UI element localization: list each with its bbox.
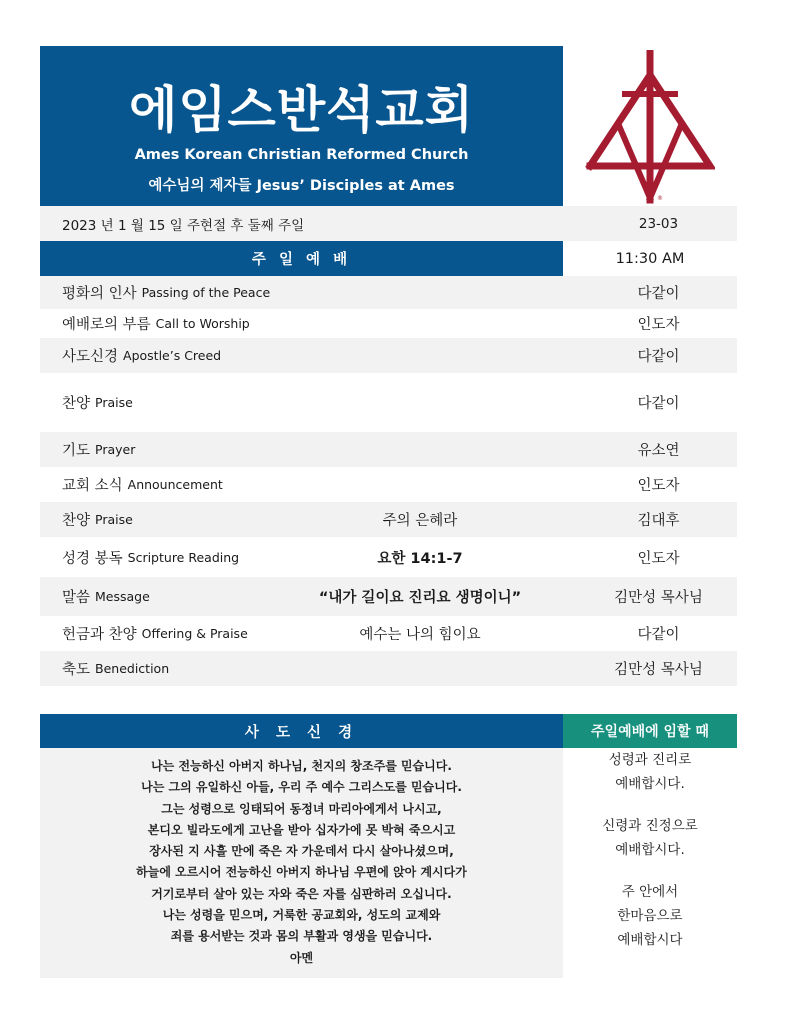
call-title: 주일예배에 임할 때: [591, 724, 709, 740]
order-row: [40, 373, 737, 432]
order-item-korean: 기도: [62, 443, 91, 459]
order-item-english: Apostle’s Creed: [123, 348, 222, 363]
order-item-leader: 인도자: [637, 550, 680, 567]
order-item-leader: 다같이: [637, 286, 680, 302]
order-item-korean: 헌금과 찬양: [62, 627, 137, 643]
call-line: 예배합시다: [617, 932, 683, 948]
creed-line: 나는 전능하신 아버지 하나님, 천지의 창조주를 믿습니다.: [151, 759, 452, 773]
order-item-leader: 인도자: [637, 317, 680, 333]
order-item-english: Call to Worship: [155, 316, 250, 331]
order-item-korean: 성경 봉독: [62, 550, 123, 567]
order-item-name: [62, 338, 221, 373]
order-item-korean: 평화의 인사: [62, 286, 137, 302]
church-header: [40, 46, 563, 206]
order-item-detail: [280, 651, 560, 686]
order-row: [40, 276, 737, 309]
order-item-detail: [280, 373, 560, 432]
order-item-name: [62, 309, 250, 338]
church-name: 에임스반석교회: [128, 81, 475, 139]
order-item-name: [62, 373, 133, 432]
order-item-name: [62, 276, 270, 309]
order-item-name: [62, 432, 135, 467]
call-line: 예배합시다.: [615, 776, 685, 792]
order-row: [40, 577, 737, 616]
order-item-detail: [280, 309, 560, 338]
order-item-english: Scripture Reading: [127, 549, 240, 565]
order-item-korean: 교회 소식: [62, 478, 123, 494]
order-item-leader: 다같이: [637, 627, 680, 643]
order-item-english: Praise: [95, 512, 133, 527]
order-row: [40, 432, 737, 467]
order-item-detail: [280, 432, 560, 467]
service-date: 2023 년 1 월 15 일 주현절 후 둘째 주일: [62, 217, 305, 234]
order-item-name: [62, 651, 169, 686]
order-item-name: [62, 577, 150, 616]
creed-line: 나는 성령을 믿으며, 거룩한 공교회와, 성도의 교제와: [162, 908, 441, 923]
order-item-name: [62, 616, 248, 651]
service-time: 11:30 AM: [615, 250, 685, 267]
call-to-worship-text: [563, 748, 737, 952]
order-item-name: [62, 467, 223, 502]
order-item-english: Prayer: [95, 442, 136, 457]
order-item-english: Passing of the Peace: [141, 285, 271, 300]
creed-line: 그는 성령으로 잉태되어 동정녀 마리아에게서 나시고,: [161, 801, 442, 816]
creed-line: 본디오 빌라도에게 고난을 받아 십자가에 못 박혀 죽으시고: [147, 822, 456, 837]
order-item-leader: 김만성 목사님: [614, 590, 703, 606]
order-item-leader: 김만성 목사님: [614, 662, 703, 678]
creed-line: 장사된 지 사흘 만에 죽은 자 가운데서 다시 살아나셨으며,: [149, 844, 454, 859]
order-item-detail: “내가 길이요 진리요 생명이니”: [318, 590, 522, 606]
order-item-name: [62, 502, 133, 537]
order-item-english: Offering & Praise: [141, 626, 248, 641]
order-item-detail: [280, 338, 560, 373]
order-item-detail: 예수는 나의 힘이요: [359, 627, 481, 643]
call-line: 신령과 진정으로: [602, 818, 698, 834]
order-item-detail: [280, 467, 560, 502]
order-item-korean: 예배로의 부름: [62, 317, 151, 333]
creed-line: 죄를 용서받는 것과 몸의 부활과 영생을 믿습니다.: [170, 929, 433, 944]
call-line: 예배합시다.: [615, 842, 685, 858]
order-item-english: Praise: [95, 395, 133, 410]
creed-line: 나는 그의 유일하신 아들, 우리 주 예수 그리스도를 믿습니다.: [141, 780, 462, 795]
order-row: [40, 651, 737, 686]
creed-line: 거기로부터 살아 있는 자와 죽은 자를 심판하러 오십니다.: [151, 886, 452, 901]
bulletin-number: 23-03: [638, 215, 679, 232]
order-item-korean: 축도: [62, 662, 91, 678]
order-item-english: Benediction: [95, 661, 170, 676]
order-item-korean: 사도신경: [62, 349, 119, 365]
church-name-english: Ames Korean Christian Reformed Church: [134, 147, 469, 163]
call-gap: [563, 796, 737, 814]
order-item-detail: 주의 은혜라: [382, 513, 458, 529]
order-item-english: Announcement: [127, 477, 223, 492]
call-gap: [563, 862, 737, 880]
registered-mark: ®: [657, 195, 663, 202]
call-line: 성령과 진리로: [608, 752, 692, 768]
creed-title: 사 도 신 경: [244, 724, 359, 741]
order-item-leader: 인도자: [637, 478, 680, 494]
order-item-name: [62, 537, 239, 577]
church-motto: 예수님의 제자들 Jesus’ Disciples at Ames: [148, 178, 455, 194]
order-item-korean: 찬양: [62, 396, 91, 412]
cross-triangle-logo-icon: [585, 50, 715, 205]
call-line: 주 안에서: [621, 884, 679, 900]
order-row: [40, 309, 737, 338]
call-title-bar: [563, 714, 737, 748]
order-item-detail: 요한 14:1-7: [377, 550, 463, 567]
order-item-english: Message: [95, 589, 150, 604]
order-item-leader: 다같이: [637, 349, 680, 365]
order-item-leader: 유소연: [637, 443, 680, 459]
order-item-leader: 다같이: [637, 396, 680, 412]
order-row: [40, 467, 737, 502]
order-row: [40, 338, 737, 373]
order-row: [40, 502, 737, 537]
order-item-detail: [280, 276, 560, 309]
date-row: [40, 206, 737, 241]
creed-line: 하늘에 오르시어 전능하신 아버지 하나님 우편에 앉아 계시다가: [136, 865, 467, 880]
apostles-creed-text: [40, 748, 563, 978]
service-title: 주 일 예 배: [251, 252, 352, 268]
order-item-korean: 말씀: [62, 590, 91, 606]
order-item-leader: 김대후: [637, 513, 680, 529]
order-item-korean: 찬양: [62, 513, 91, 529]
service-title-bar: [40, 241, 563, 276]
order-row: [40, 616, 737, 651]
order-row: [40, 537, 737, 577]
call-line: 한마음으로: [617, 908, 683, 924]
creed-line: 아멘: [289, 950, 314, 965]
creed-title-bar: [40, 714, 563, 748]
